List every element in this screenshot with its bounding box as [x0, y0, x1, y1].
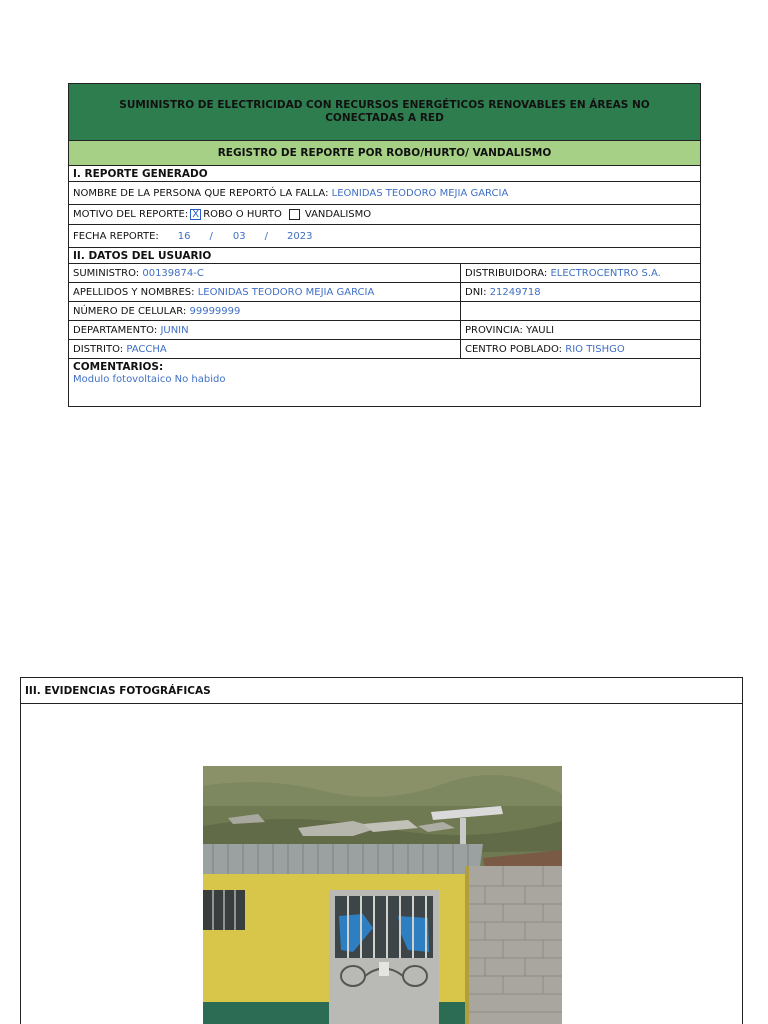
centro-poblado-value: RIO TISHGO	[565, 343, 625, 355]
empty-cell	[461, 302, 700, 320]
fecha-separator: /	[209, 230, 213, 242]
section-datos-usuario: II. DATOS DEL USUARIO	[69, 248, 700, 264]
centro-poblado-label: CENTRO POBLADO:	[465, 343, 563, 355]
fecha-year: 2023	[287, 230, 313, 242]
provincia-value: YAULI	[526, 324, 555, 336]
nombres-row	[69, 283, 700, 302]
reporter-label: NOMBRE DE LA PERSONA QUE REPORTÓ LA FALLA:	[73, 187, 329, 199]
motivo-label: MOTIVO DEL REPORTE:	[73, 209, 189, 220]
vandalismo-option-label: VANDALISMO	[304, 209, 372, 220]
fecha-day: 16	[177, 230, 191, 242]
distrito-label: DISTRITO:	[73, 343, 124, 355]
distribuidora-label: DISTRIBUIDORA:	[465, 267, 548, 279]
comentarios-box	[69, 359, 700, 406]
fecha-row	[69, 225, 700, 248]
suministro-value: 00139874-C	[142, 267, 204, 279]
comentarios-label: COMENTARIOS:	[73, 361, 164, 373]
reporter-row	[69, 182, 700, 205]
dni-value: 21249718	[489, 286, 541, 298]
distribuidora-value: ELECTROCENTRO S.A.	[550, 267, 661, 279]
vandalismo-checkbox[interactable]	[289, 209, 300, 220]
departamento-value: JUNIN	[160, 324, 189, 336]
departamento-label: DEPARTAMENTO:	[73, 324, 158, 336]
fecha-label: FECHA REPORTE:	[73, 230, 159, 242]
nombres-value: LEONIDAS TEODORO MEJIA GARCIA	[197, 286, 375, 298]
suministro-row	[69, 264, 700, 283]
dni-label: DNI:	[465, 286, 487, 298]
suministro-label: SUMINISTRO:	[73, 267, 140, 279]
celular-value: 99999999	[189, 305, 241, 317]
distrito-value: PACCHA	[126, 343, 167, 355]
distrito-row	[69, 340, 700, 359]
motivo-row	[69, 205, 700, 225]
fecha-separator: /	[264, 230, 268, 242]
evidence-title: III. EVIDENCIAS FOTOGRÁFICAS	[21, 678, 742, 704]
comentarios-value: Modulo fotovoltaico No habido	[73, 374, 226, 385]
departamento-row	[69, 321, 700, 340]
fecha-month: 03	[232, 230, 246, 242]
evidence-section	[20, 677, 743, 1024]
evidence-photo	[203, 766, 562, 1024]
provincia-label: PROVINCIA:	[465, 324, 523, 336]
robo-option-label: ROBO O HURTO	[203, 209, 282, 220]
report-form	[68, 83, 701, 407]
form-subtitle: REGISTRO DE REPORTE POR ROBO/HURTO/ VANDALISMO	[69, 141, 700, 166]
celular-row	[69, 302, 700, 321]
robo-checkbox[interactable]	[190, 209, 201, 220]
reporter-value: LEONIDAS TEODORO MEJIA GARCIA	[331, 187, 509, 199]
celular-label: NÚMERO DE CELULAR:	[73, 305, 187, 317]
section-reporte-generado: I. REPORTE GENERADO	[69, 166, 700, 182]
nombres-label: APELLIDOS Y NOMBRES:	[73, 286, 195, 298]
form-title: SUMINISTRO DE ELECTRICIDAD CON RECURSOS ENERGÉTICOS RENOVABLES EN ÁREAS NO CONECTADAS A RED	[69, 84, 700, 141]
